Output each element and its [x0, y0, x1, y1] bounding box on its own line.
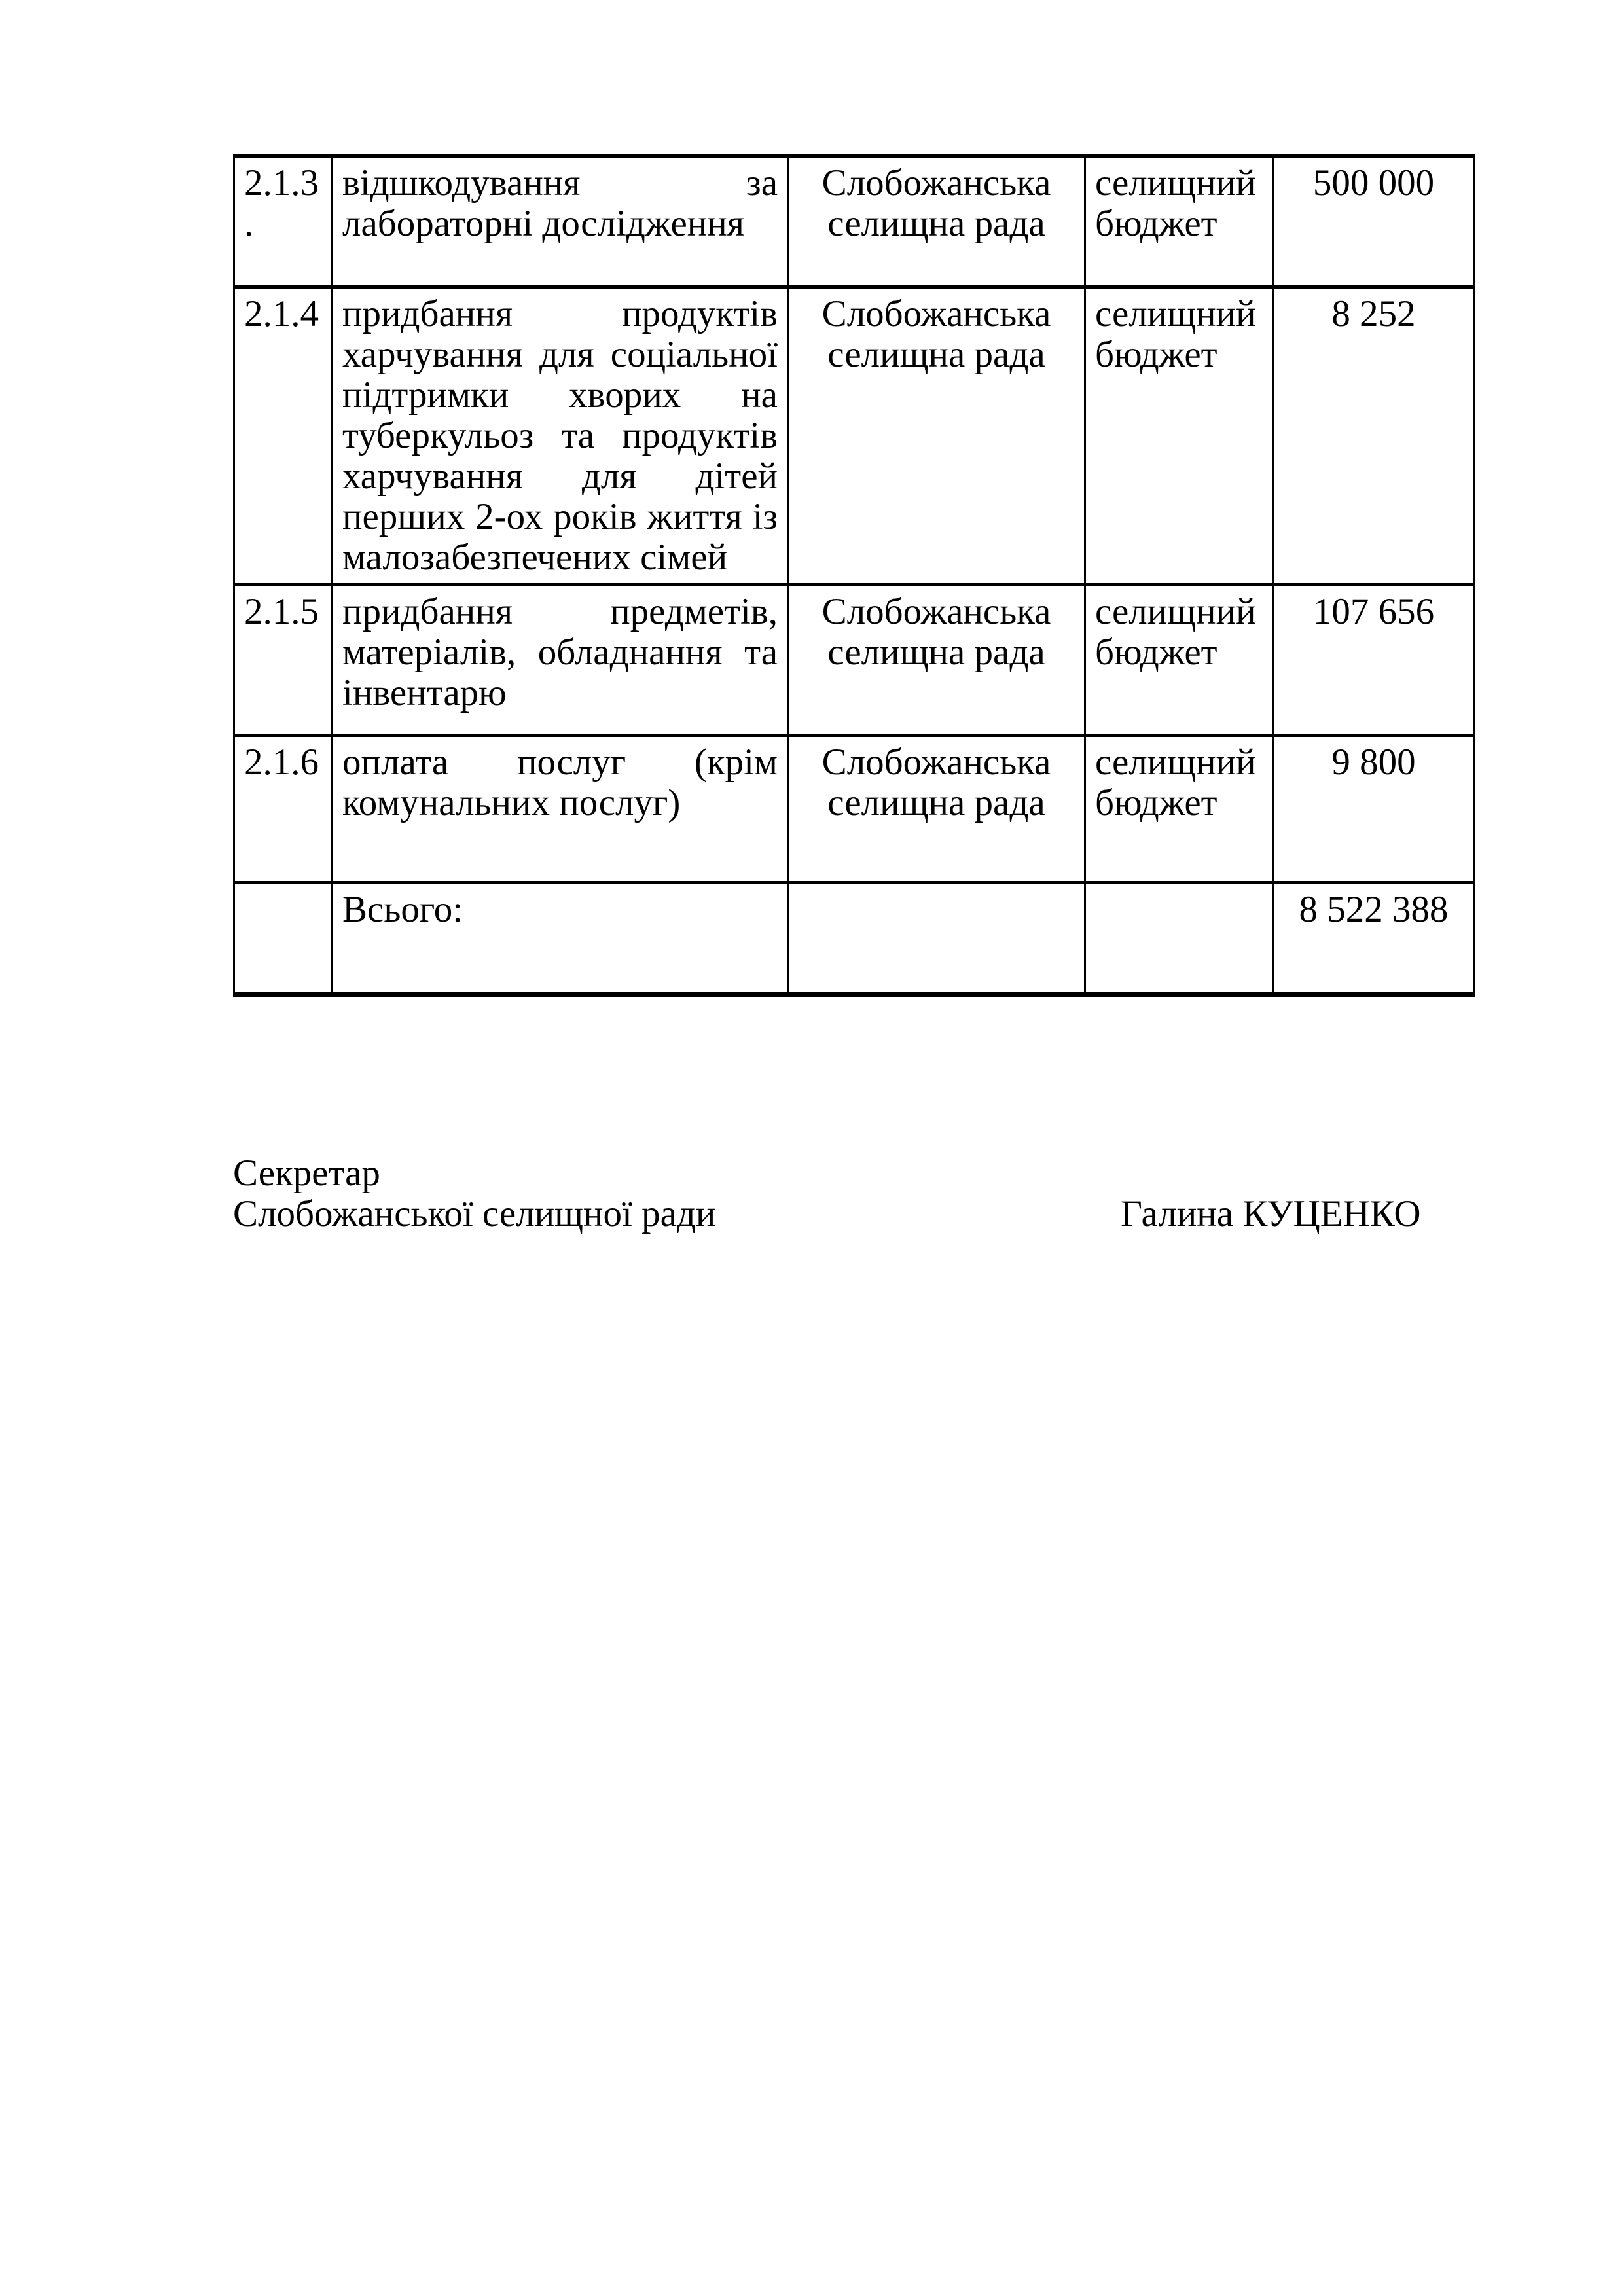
- cell-item-number: 2.1.3.: [234, 156, 333, 287]
- table-row: [234, 156, 1475, 287]
- cell-responsible: Слобожанська селищна рада: [788, 287, 1085, 585]
- cell-description: придбання продуктів харчування для соціальної підтримки хворих на туберкульоз та продуктів харчування для дітей перших 2-ох років життя із малозабезпечених сімей: [333, 287, 788, 585]
- cell-total-amount: 8 522 388: [1273, 883, 1475, 994]
- cell-description: відшкодування за лабораторні дослідження: [333, 156, 788, 287]
- cell-responsible: Слобожанська селищна рада: [788, 156, 1085, 287]
- signature-organization: Слобожанської селищної ради: [233, 1193, 716, 1234]
- table-row: [234, 736, 1475, 883]
- cell-responsible: Слобожанська селищна рада: [788, 585, 1085, 736]
- cell-description: придбання предметів, матеріалів, обладнання та інвентарю: [333, 585, 788, 736]
- cell-item-number-empty: [234, 883, 333, 994]
- cell-description: оплата послуг (крім комунальних послуг): [333, 736, 788, 883]
- cell-item-number: 2.1.6: [234, 736, 333, 883]
- cell-responsible: Слобожанська селищна рада: [788, 736, 1085, 883]
- cell-item-number: 2.1.4: [234, 287, 333, 585]
- cell-responsible-empty: [788, 883, 1085, 994]
- signature-name: Галина КУЦЕНКО: [1121, 1193, 1421, 1234]
- cell-funding: селищний бюджет: [1085, 736, 1273, 883]
- cell-funding: селищний бюджет: [1085, 156, 1273, 287]
- cell-funding: селищний бюджет: [1085, 287, 1273, 585]
- cell-funding-empty: [1085, 883, 1273, 994]
- budget-table: [233, 154, 1475, 997]
- table-row: [234, 585, 1475, 736]
- table-row: [234, 287, 1475, 585]
- cell-amount: 9 800: [1273, 736, 1475, 883]
- cell-total-label: Всього:: [333, 883, 788, 994]
- total-row: [234, 883, 1475, 994]
- cell-amount: 8 252: [1273, 287, 1475, 585]
- cell-amount: 107 656: [1273, 585, 1475, 736]
- signature-role: Секретар: [233, 1153, 380, 1194]
- cell-item-number: 2.1.5: [234, 585, 333, 736]
- cell-amount: 500 000: [1273, 156, 1475, 287]
- cell-funding: селищний бюджет: [1085, 585, 1273, 736]
